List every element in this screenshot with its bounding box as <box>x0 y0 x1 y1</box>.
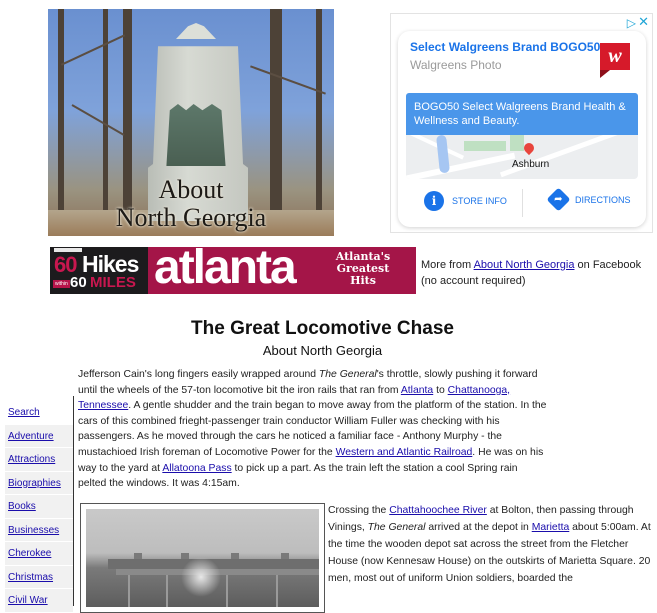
sidebar-link[interactable]: Christmas <box>8 571 54 583</box>
banner-sixty: 60 <box>54 252 77 277</box>
map-city-label: Ashburn <box>512 159 550 170</box>
walgreens-logo-icon: w <box>600 43 630 70</box>
photo-smoke <box>181 557 221 597</box>
link-western-atlantic-railroad[interactable]: Western and Atlantic Railroad <box>335 446 473 458</box>
banner-left <box>50 247 148 294</box>
depot-photo[interactable] <box>86 509 319 607</box>
link-chattanooga[interactable]: Chattanooga, Tennessee <box>78 384 511 412</box>
page-title: The Great Locomotive Chase <box>191 318 454 339</box>
ad-advertiser: Walgreens Photo <box>410 58 502 72</box>
map-pin-icon <box>522 141 536 155</box>
ad-headline[interactable]: Select Walgreens Brand BOGO50 <box>410 40 601 54</box>
depot-photo-frame <box>80 503 325 613</box>
banner-sixty-miles: 60 <box>70 274 87 291</box>
sidebar-item-books[interactable] <box>5 495 73 519</box>
text: to <box>433 384 448 396</box>
statues <box>163 104 231 166</box>
emphasis: The General <box>367 522 426 533</box>
photo-chimney <box>134 553 142 559</box>
tree-branch <box>61 34 125 65</box>
ad-container[interactable] <box>390 13 653 233</box>
text: to pick up a part. As the train left the station a cool Spring rain pelted the windows. It was 4:15am. <box>78 462 518 490</box>
link-chattahoochee-river[interactable]: Chattahoochee River <box>389 505 487 516</box>
adchoices-icon[interactable]: ▷ <box>626 16 636 30</box>
emphasis: The General <box>318 369 377 380</box>
photo-post <box>226 575 228 607</box>
walgreens-logo-tail <box>600 70 610 78</box>
map-park <box>464 141 506 151</box>
facebook-promo <box>421 257 651 289</box>
link-allatoona-pass[interactable]: Allatoona Pass <box>162 462 232 474</box>
ad-description[interactable]: BOGO50 Select Walgreens Brand Health & Wellness and Beauty. <box>406 93 638 135</box>
intro-paragraph <box>78 367 548 492</box>
sidebar-divider <box>73 396 74 606</box>
facebook-prefix: More from <box>421 259 474 271</box>
directions-button[interactable] <box>550 191 631 208</box>
text: . A gentle shudder and the train began to move away from the platform of the station. In the cars of this combined frieght-passenger train conductor William Fuller was checking with his passengers. As he moved through the cars he noticed a familiar face - Anthony Murphy - the mustachioed Irish foreman of Locomotive Power for the <box>78 400 547 458</box>
sidebar-link[interactable]: Businesses <box>8 524 60 536</box>
directions-label: DIRECTIONS <box>575 194 631 205</box>
crossing-paragraph <box>328 502 653 587</box>
text: 's throttle, slowly pushing it forward until the wheels of the 57-ton locomotive bit the iron rails that ran from <box>78 369 538 396</box>
divider <box>522 189 523 217</box>
sidebar-item-civil-war[interactable] <box>5 589 73 613</box>
sidebar-link[interactable]: Adventure <box>8 430 54 442</box>
tree-branch <box>72 104 125 136</box>
eagle-sculpture <box>176 23 216 39</box>
text: at Bolton, then passing through Vinings, <box>328 505 634 533</box>
sidebar-link[interactable]: Books <box>8 501 36 512</box>
page-subtitle: About North Georgia <box>262 343 383 358</box>
photo-post <box>128 575 130 607</box>
header-title-line1: About <box>158 175 224 204</box>
banner-city: atlanta <box>154 247 295 294</box>
sidebar-item-adventure[interactable] <box>5 425 73 449</box>
banner-tagline: Atlanta's Greatest Hits <box>335 250 391 287</box>
sidebar-item-search[interactable] <box>5 401 73 425</box>
text: arrived at the depot in <box>425 522 532 533</box>
header-title-line2: North Georgia <box>115 203 267 232</box>
banner-miles: MILES <box>90 274 136 291</box>
photo-post <box>276 575 278 607</box>
sidebar-item-biographies[interactable] <box>5 472 73 496</box>
text: about 5:00am. At the time the wooden depot sat across the street from the Fletcher House (now Kennesaw House) on the outskirts of Marietta Square. 20 men, most out of uniform Union soldiers, boarded the <box>328 522 651 584</box>
ad-map[interactable] <box>406 135 638 179</box>
store-info-label: STORE INFO <box>452 196 507 206</box>
map-park <box>510 135 524 151</box>
store-info-button[interactable] <box>424 191 507 211</box>
facebook-link[interactable]: About North Georgia <box>473 259 575 271</box>
tree-branch <box>250 65 326 94</box>
ad-actions <box>398 183 646 223</box>
sidebar-item-cherokee[interactable] <box>5 542 73 566</box>
text: . He was on his way to the yard at <box>78 446 544 474</box>
hikes-banner[interactable] <box>50 247 416 294</box>
close-icon[interactable]: ✕ <box>638 14 649 29</box>
photo-chimney <box>181 553 189 559</box>
directions-icon: ➦ <box>546 187 570 211</box>
sidebar-link[interactable]: Biographies <box>8 477 61 489</box>
banner-within: within <box>55 281 68 287</box>
sidebar-link[interactable]: Search <box>8 407 40 418</box>
photo-chimney <box>231 553 239 559</box>
sidebar-link[interactable]: Civil War <box>8 595 48 606</box>
photo-chimney <box>281 553 289 559</box>
sidebar-nav <box>5 401 73 613</box>
facebook-suffix: on Facebook (no account required) <box>421 259 642 287</box>
header-image[interactable] <box>48 9 334 236</box>
info-icon: i <box>424 191 444 211</box>
text: Crossing the <box>328 505 390 516</box>
photo-post <box>166 575 168 607</box>
link-marietta[interactable]: Marietta <box>531 522 570 533</box>
sidebar-link[interactable]: Cherokee <box>8 548 52 559</box>
banner-hikes: Hikes <box>82 251 139 277</box>
ad-card[interactable] <box>398 31 646 227</box>
sidebar-item-christmas[interactable] <box>5 566 73 590</box>
sidebar-item-businesses[interactable] <box>5 519 73 543</box>
sidebar-link[interactable]: Attractions <box>8 454 56 465</box>
text: Jefferson Cain's long fingers easily wrapped around <box>78 369 319 380</box>
link-atlanta[interactable]: Atlanta <box>400 384 434 396</box>
banner-right <box>148 247 416 294</box>
sidebar-item-attractions[interactable] <box>5 448 73 472</box>
